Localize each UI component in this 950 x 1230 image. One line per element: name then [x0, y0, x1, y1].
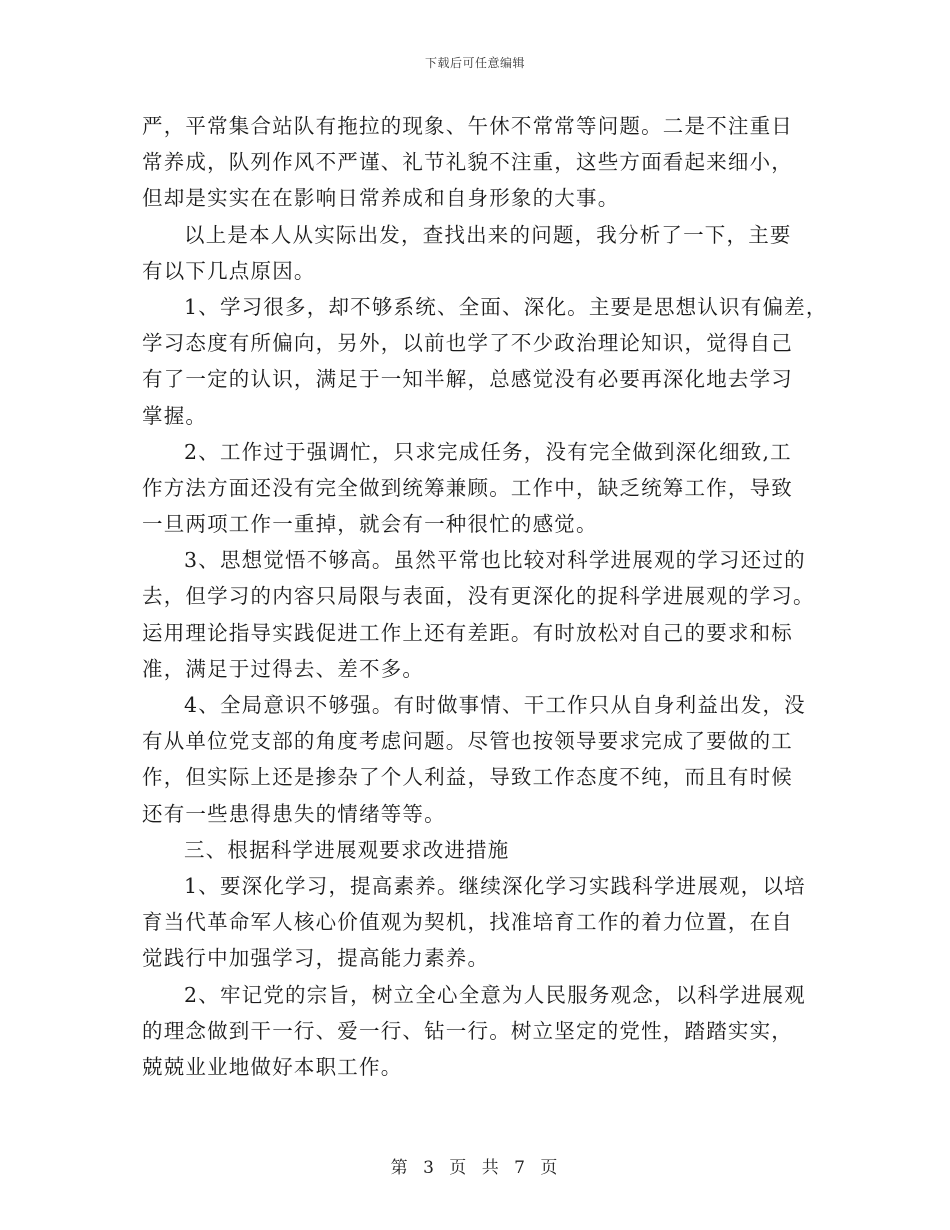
text-line: 觉践行中加强学习，提高能力素养。	[142, 946, 490, 971]
text-line: 以上是本人从实际出发，查找出来的问题，我分析了一下，主要	[184, 222, 792, 247]
text-line: 严，平常集合站队有拖拉的现象、午休不常常等问题。二是不注重日	[142, 114, 793, 138]
text-line: 一旦两项工作一重掉，就会有一种很忙的感觉。	[142, 512, 598, 537]
text-line: 兢兢业业地做好本职工作。	[142, 1054, 403, 1079]
text-line: 作，但实际上还是掺杂了个人利益，导致工作态度不纯，而且有时候	[142, 765, 793, 790]
text-line: 2、牢记党的宗旨，树立全心全意为人民服务观念，以科学进展观	[184, 982, 806, 1007]
document-body	[142, 108, 828, 1085]
text-line: 掌握。	[142, 403, 208, 428]
text-line: 有从单位党支部的角度考虑问题。尽管也按领导要求完成了要做的工	[142, 729, 793, 754]
text-line: 准，满足于过得去、差不多。	[142, 656, 425, 681]
text-line: 去，但学习的内容只局限与表面，没有更深化的捉科学进展观的学习。	[142, 584, 815, 609]
text-line: 4、全局意识不够强。有时做事情、干工作只从自身利益出发，没	[184, 693, 806, 717]
text-line: 1、要深化学习，提高素养。继续深化学习实践科学进展观，以培	[184, 873, 806, 898]
text-line: 运用理论指导实践促进工作上还有差距。有时放松对自己的要求和标	[142, 620, 793, 645]
text-line: 3、思想觉悟不够高。虽然平常也比较对科学进展观的学习还过的	[184, 548, 806, 573]
section-heading: 三、根据科学进展观要求改进措施	[184, 837, 510, 862]
text-line: 有了一定的认识，满足于一知半解，总感觉没有必要再深化地去学习	[142, 367, 793, 392]
text-line: 常养成，队列作风不严谨、礼节礼貌不注重，这些方面看起来细小，	[142, 150, 793, 175]
text-line: 的理念做到干一行、爱一行、钻一行。树立坚定的党性，踏踏实实，	[142, 1018, 793, 1043]
text-line: 2、工作过于强调忙，只求完成任务，没有完全做到深化细致,工	[184, 439, 792, 464]
text-line: 1、学习很多，却不够系统、全面、深化。主要是思想认识有偏差，	[184, 294, 828, 319]
text-line: 还有一些患得患失的情绪等等。	[142, 801, 446, 826]
text-line: 但却是实实在在影响日常养成和自身形象的大事。	[142, 186, 620, 211]
page-number-footer: 第 3 页 共 7 页	[390, 1158, 560, 1178]
text-line: 学习态度有所偏向，另外，以前也学了不少政治理论知识，觉得自己	[142, 331, 793, 356]
text-line: 有以下几点原因。	[142, 258, 316, 283]
text-line: 育当代革命军人核心价值观为契机，找准培育工作的着力位置，在自	[142, 910, 793, 935]
text-line: 作方法方面还没有完全做到统筹兼顾。工作中，缺乏统筹工作，导致	[142, 475, 793, 500]
page-header: 下载后可任意编辑	[424, 56, 525, 70]
